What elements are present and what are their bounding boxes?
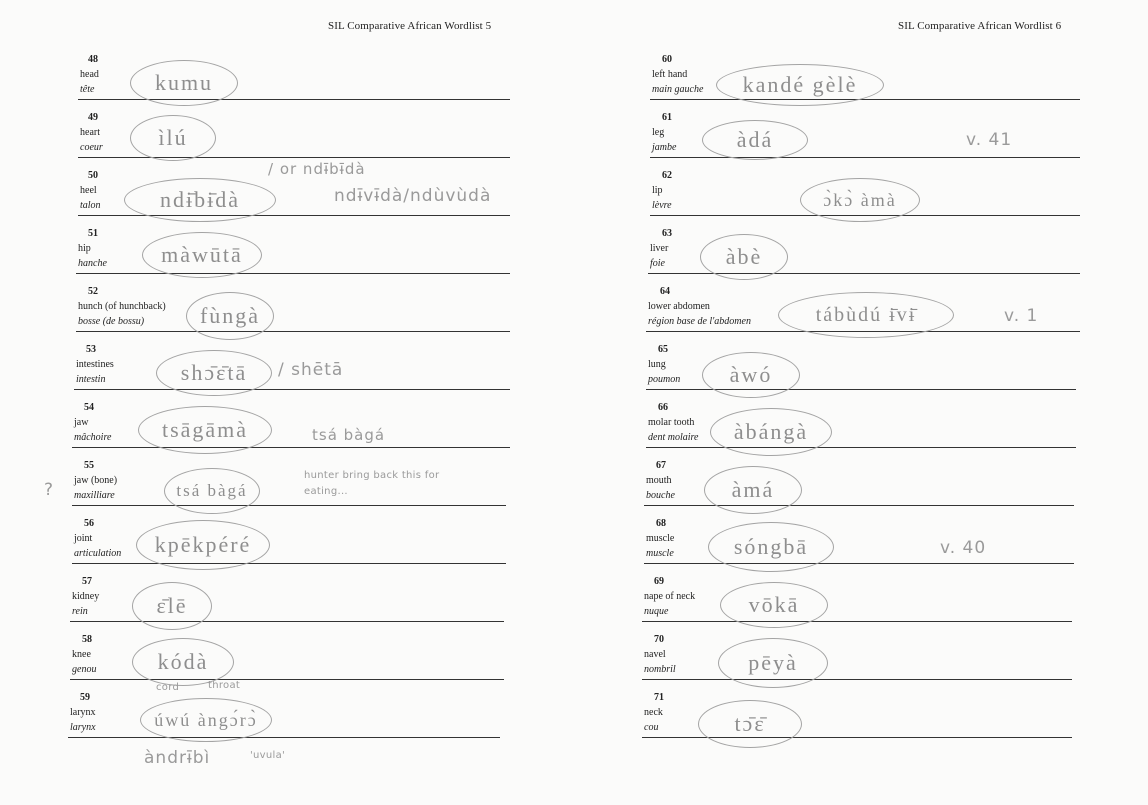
handwritten-question-mark: ? bbox=[44, 480, 55, 500]
entry-number: 48 bbox=[88, 54, 98, 65]
entry-french: genou bbox=[72, 664, 97, 675]
handwritten-headword: àbè bbox=[700, 234, 788, 280]
entry-english: navel bbox=[644, 649, 666, 660]
entry-english: muscle bbox=[646, 533, 675, 544]
entry-english: leg bbox=[652, 127, 665, 138]
entry-number: 69 bbox=[654, 576, 664, 587]
handwritten-headword: sóngbā bbox=[708, 522, 834, 572]
handwritten-headword: tɔ̄ɛ̄ bbox=[698, 700, 802, 748]
entry-french: nuque bbox=[644, 606, 669, 617]
left-page-header: SIL Comparative African Wordlist 5 bbox=[328, 20, 492, 32]
handwritten-note: v. 40 bbox=[940, 538, 987, 558]
entry-english: kidney bbox=[72, 591, 100, 602]
entry-rule bbox=[72, 447, 510, 448]
entry-number: 64 bbox=[660, 286, 670, 297]
entry-number: 67 bbox=[656, 460, 666, 471]
handwritten-note: cord bbox=[156, 682, 180, 693]
entry-french: larynx bbox=[70, 722, 96, 733]
handwritten-headword: tsāgāmà bbox=[138, 406, 272, 454]
handwritten-headword: kpēkpéré bbox=[136, 520, 270, 570]
handwritten-headword: ìlú bbox=[130, 115, 216, 161]
handwritten-headword: vōkā bbox=[720, 582, 828, 628]
entry-english: liver bbox=[650, 243, 669, 254]
entry-rule bbox=[70, 621, 504, 622]
entry-rule bbox=[78, 99, 510, 100]
entry-french: rein bbox=[72, 606, 88, 617]
entry-english: molar tooth bbox=[648, 417, 695, 428]
entry-rule bbox=[650, 99, 1080, 100]
handwritten-note: hunter bring back this for eating... bbox=[304, 470, 440, 497]
handwritten-headword: úwú àngɔ́rɔ̀ bbox=[140, 698, 272, 742]
entry-rule bbox=[78, 215, 510, 216]
handwritten-headword: fùngà bbox=[186, 292, 274, 340]
entry-rule bbox=[76, 331, 510, 332]
entry-english: larynx bbox=[70, 707, 96, 718]
entry-number: 53 bbox=[86, 344, 96, 355]
entry-french: mâchoire bbox=[74, 432, 112, 443]
right-page-header: SIL Comparative African Wordlist 6 bbox=[898, 20, 1062, 32]
entry-english: jaw (bone) bbox=[74, 475, 118, 486]
entry-english: left hand bbox=[652, 69, 688, 80]
entry-rule bbox=[644, 505, 1074, 506]
entry-number: 60 bbox=[662, 54, 672, 65]
entry-rule bbox=[70, 679, 504, 680]
entry-number: 63 bbox=[662, 228, 672, 239]
entry-english: lip bbox=[652, 185, 663, 196]
handwritten-headword: tábùdú ɨ̄vɨ̄ bbox=[778, 292, 954, 338]
entry-french: bouche bbox=[646, 490, 675, 501]
handwritten-note: / shētā bbox=[278, 360, 344, 380]
handwritten-headword: pēyà bbox=[718, 638, 828, 688]
handwritten-note: 'uvula' bbox=[250, 750, 286, 761]
entry-english: knee bbox=[72, 649, 91, 660]
entry-english: head bbox=[80, 69, 99, 80]
entry-number: 66 bbox=[658, 402, 668, 413]
entry-number: 49 bbox=[88, 112, 98, 123]
entry-english: heel bbox=[80, 185, 97, 196]
entry-english: lung bbox=[648, 359, 666, 370]
entry-french: bosse (de bossu) bbox=[78, 316, 145, 327]
entry-rule bbox=[68, 737, 500, 738]
entry-number: 58 bbox=[82, 634, 92, 645]
entry-number: 50 bbox=[88, 170, 98, 181]
handwritten-headword: kandé gèlè bbox=[716, 64, 884, 106]
entry-number: 65 bbox=[658, 344, 668, 355]
handwritten-headword: ɔ̀kɔ̀ àmà bbox=[800, 178, 920, 222]
handwritten-note: àndrɨ̄bì bbox=[144, 748, 211, 768]
entry-french: lèvre bbox=[652, 200, 672, 211]
entry-number: 71 bbox=[654, 692, 664, 703]
entry-french: dent molaire bbox=[648, 432, 699, 443]
entry-number: 54 bbox=[84, 402, 94, 413]
handwritten-headword: shɔ̄ɛ̄tā bbox=[156, 350, 272, 396]
entry-french: intestin bbox=[76, 374, 106, 385]
handwritten-headword: àbángà bbox=[710, 408, 832, 456]
entry-rule bbox=[646, 447, 1076, 448]
entry-number: 57 bbox=[82, 576, 92, 587]
entry-english: hip bbox=[78, 243, 91, 254]
entry-french: muscle bbox=[646, 548, 674, 559]
entry-number: 61 bbox=[662, 112, 672, 123]
entry-number: 62 bbox=[662, 170, 672, 181]
entry-french: cou bbox=[644, 722, 659, 733]
entry-rule bbox=[76, 273, 510, 274]
entry-rule bbox=[644, 563, 1074, 564]
entry-english: intestines bbox=[76, 359, 114, 370]
handwritten-headword: àmá bbox=[704, 466, 802, 514]
entry-number: 68 bbox=[656, 518, 666, 529]
entry-french: main gauche bbox=[652, 84, 704, 95]
entry-number: 52 bbox=[88, 286, 98, 297]
handwritten-headword: màwūtā bbox=[142, 232, 262, 278]
handwritten-headword: kódà bbox=[132, 638, 234, 686]
entry-english: joint bbox=[74, 533, 93, 544]
entry-french: nombril bbox=[644, 664, 676, 675]
handwritten-note: v. 1 bbox=[1004, 306, 1039, 326]
handwritten-note: v. 41 bbox=[966, 130, 1013, 150]
entry-french: articulation bbox=[74, 548, 122, 559]
entry-number: 59 bbox=[80, 692, 90, 703]
entry-french: foie bbox=[650, 258, 665, 269]
entry-rule bbox=[74, 389, 510, 390]
handwritten-headword: ɛ̄lē bbox=[132, 582, 212, 630]
entry-rule bbox=[650, 157, 1080, 158]
handwritten-note: tsá bàgá bbox=[312, 426, 386, 444]
entry-french: talon bbox=[80, 200, 101, 211]
handwritten-headword: àdá bbox=[702, 120, 808, 160]
entry-english: neck bbox=[644, 707, 663, 718]
entry-french: tête bbox=[80, 84, 95, 95]
entry-rule bbox=[642, 621, 1072, 622]
handwritten-headword: àwó bbox=[702, 352, 800, 398]
entry-french: jambe bbox=[652, 142, 677, 153]
handwritten-headword: tsá bàgá bbox=[164, 468, 260, 514]
entry-french: coeur bbox=[80, 142, 103, 153]
entry-english: hunch (of hunchback) bbox=[78, 301, 166, 312]
entry-english: heart bbox=[80, 127, 100, 138]
entry-french: région base de l'abdomen bbox=[648, 316, 751, 327]
handwritten-headword: ndɨ̄bɨ̄dà bbox=[124, 178, 276, 222]
entry-number: 56 bbox=[84, 518, 94, 529]
entry-number: 51 bbox=[88, 228, 98, 239]
handwritten-note: / or ndɨ̄bɨ̄dà bbox=[268, 160, 366, 178]
entry-french: poumon bbox=[648, 374, 681, 385]
entry-english: jaw bbox=[74, 417, 89, 428]
entry-english: mouth bbox=[646, 475, 672, 486]
entry-rule bbox=[72, 563, 506, 564]
entry-rule bbox=[72, 505, 506, 506]
entry-french: maxilliare bbox=[74, 490, 115, 501]
entry-english: lower abdomen bbox=[648, 301, 710, 312]
entry-number: 55 bbox=[84, 460, 94, 471]
entry-rule bbox=[642, 679, 1072, 680]
entry-rule bbox=[646, 389, 1076, 390]
entry-english: nape of neck bbox=[644, 591, 696, 602]
entry-number: 70 bbox=[654, 634, 664, 645]
handwritten-note: throat bbox=[208, 680, 241, 691]
entry-rule bbox=[78, 157, 510, 158]
handwritten-note: ndɨ̄vɨ̄dà/ndùvùdà bbox=[334, 186, 492, 206]
entry-french: hanche bbox=[78, 258, 107, 269]
handwritten-headword: kumu bbox=[130, 60, 238, 106]
